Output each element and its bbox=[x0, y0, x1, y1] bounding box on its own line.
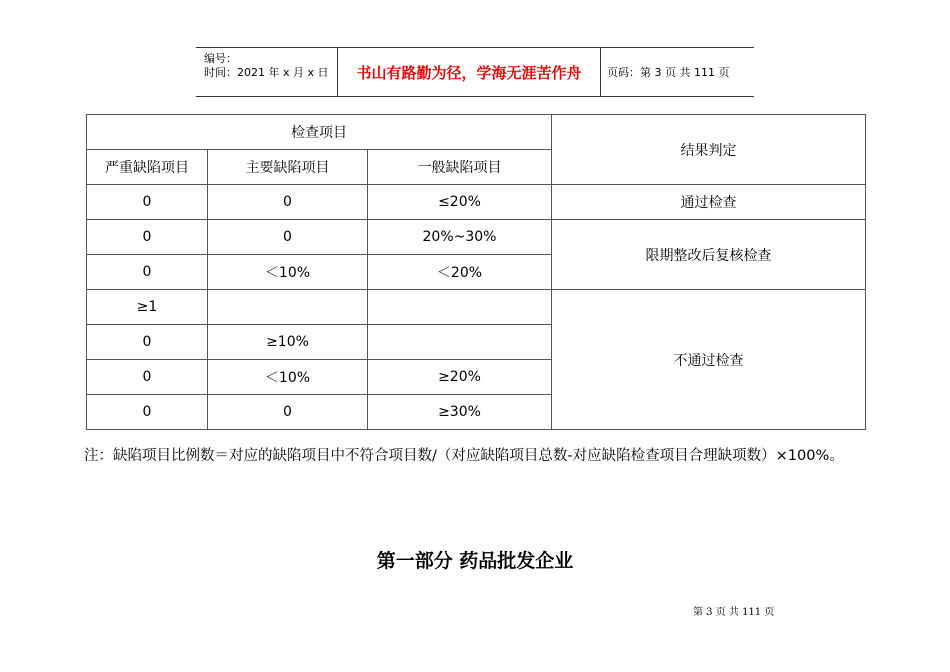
serious-defect-header: 严重缺陷项目 bbox=[87, 150, 208, 185]
table-cell bbox=[208, 290, 368, 325]
major-defect-header: 主要缺陷项目 bbox=[208, 150, 368, 185]
table-cell: ≥1 bbox=[87, 290, 208, 325]
table-cell: 0 bbox=[208, 395, 368, 430]
table-row bbox=[87, 220, 866, 255]
table-cell: 0 bbox=[87, 255, 208, 290]
group-header-cell: 检查项目 bbox=[87, 115, 552, 150]
table-cell: ＜20% bbox=[368, 255, 552, 290]
result-header-cell: 结果判定 bbox=[552, 115, 866, 185]
general-defect-header: 一般缺陷项目 bbox=[368, 150, 552, 185]
header-motto: 书山有路勤为径，学海无涯苦作舟 bbox=[338, 48, 601, 96]
result-rectify-cell: 限期整改后复核检查 bbox=[552, 220, 866, 290]
date-label: 时间：2021 年 x 月 x 日 bbox=[204, 66, 329, 79]
table-cell: 0 bbox=[87, 325, 208, 360]
table-cell: 20%~30% bbox=[368, 220, 552, 255]
table-cell: ≥30% bbox=[368, 395, 552, 430]
table-cell: 0 bbox=[87, 220, 208, 255]
table-cell: ≥20% bbox=[368, 360, 552, 395]
table-cell: 0 bbox=[87, 185, 208, 220]
page-footer: 第 3 页 共 111 页 bbox=[693, 607, 775, 618]
table-cell: ≤20% bbox=[368, 185, 552, 220]
table-cell: ≥10% bbox=[208, 325, 368, 360]
table-cell: 0 bbox=[208, 185, 368, 220]
section-title: 第一部分 药品批发企业 bbox=[376, 550, 574, 572]
table-row bbox=[87, 185, 866, 220]
table-note: 注：缺陷项目比例数＝对应的缺陷项目中不符合项目数/（对应缺陷项目总数-对应缺陷检查项目合理缺项数）×100%。 bbox=[84, 448, 844, 464]
table-cell bbox=[368, 325, 552, 360]
table-cell bbox=[368, 290, 552, 325]
table-cell: ＜10% bbox=[208, 255, 368, 290]
table-row bbox=[87, 290, 866, 325]
table-cell: 0 bbox=[87, 360, 208, 395]
table-header-row bbox=[87, 115, 866, 150]
page-header bbox=[196, 47, 754, 97]
table-cell: 0 bbox=[87, 395, 208, 430]
header-meta bbox=[196, 48, 338, 96]
inspection-result-table bbox=[86, 114, 866, 430]
table-cell: ＜10% bbox=[208, 360, 368, 395]
number-label: 编号： bbox=[204, 52, 237, 65]
result-fail-cell: 不通过检查 bbox=[552, 290, 866, 430]
header-page-label: 页码：第 3 页 共 111 页 bbox=[607, 66, 730, 79]
table-cell: 0 bbox=[208, 220, 368, 255]
result-pass-cell: 通过检查 bbox=[552, 185, 866, 220]
